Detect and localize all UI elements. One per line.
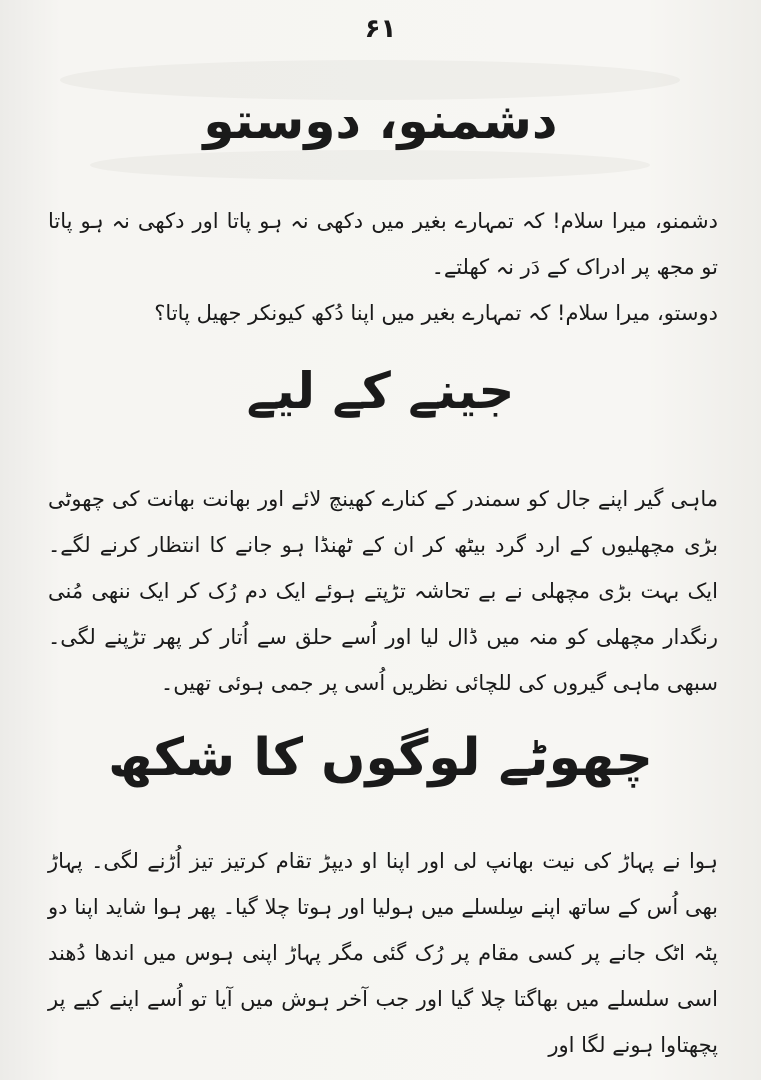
section-heading: دشمنو، دوستو: [203, 92, 558, 150]
section-paragraph: ہوا نے پہاڑ کی نیت بھانپ لی اور اپنا او دیپڑ تقام کرتیز تیز اُڑنے لگی۔ پہاڑ بھی اُس کے ساتھ اپنے سِلسلے میں ہولیا اور ہوتا چلا گیا۔ پھر ہوا شاید اپنا دو پٹہ اٹک جانے پر کسی مقام پر رُک گئی مگر پہاڑ اپنی ہوس میں اندھا دُھند اسی سلسلے میں بھاگتا چلا گیا اور جب آخر ہوش میں آیا تو اُسے اپنے کیے پر پچھتاوا ہونے لگا اور: [48, 849, 718, 1057]
section-paragraph: ماہی گیر اپنے جال کو سمندر کے کنارے کھینچ لائے اور بھانت بھانت کی چھوٹی بڑی مچھلیوں کے ارد گرد بیٹھ کر ان کے ٹھنڈا ہو جانے کا انتظار کرنے لگے۔ ایک بہت بڑی مچھلی نے بے تحاشہ تڑپتے ہوئے ایک دم رُک کر ایک ننھی مُنی رنگدار مچھلی کو منہ میں ڈال لیا اور اُسے حلق سے اُتار کر پھر تڑپنے لگی۔ سبھی ماہی گیروں کی للچائی نظریں اُسی پر جمی ہوئی تھیں۔: [48, 487, 718, 695]
section-heading: جینے کے لیے: [246, 362, 515, 420]
page-number: ۶۱: [364, 14, 397, 44]
section-paragraph: دشمنو، میرا سلام! کہ تمہارے بغیر میں دکھی نہ ہو پاتا اور دکھی نہ ہو پاتا تو مجھ پر ادراک کے دَر نہ کھلتے۔: [48, 209, 718, 279]
section-heading: چھوٹے لوگوں کا شکھ: [108, 728, 653, 788]
section-paragraph: دوستو، میرا سلام! کہ تمہارے بغیر میں اپنا دُکھ کیونکر جھیل پاتا؟: [154, 301, 718, 325]
bleed-through-shadow: [90, 150, 650, 180]
